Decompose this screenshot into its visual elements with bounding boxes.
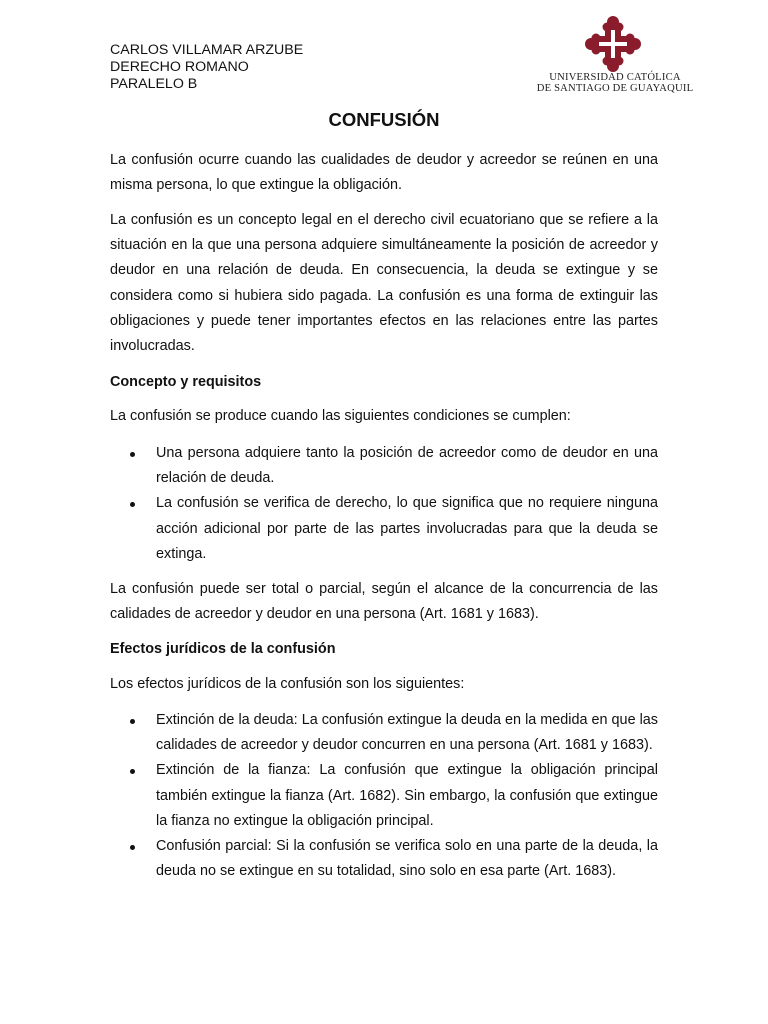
effects-list [110,708,658,884]
list-item-text: Confusión parcial: Si la confusión se verifica solo en una parte de la deuda, la deuda no se extingue en su totalidad, sino solo en esa parte (Art. 1683). [156,838,658,880]
heading-efectos: Efectos jurídicos de la confusión [110,641,336,657]
logo-text [526,72,704,94]
heading-concepto: Concepto y requisitos [110,374,262,390]
list-item [110,834,658,884]
list-item [110,758,658,834]
list-item [110,491,658,567]
paragraph-definition: La confusión es un concepto legal en el derecho civil ecuatoriano que se refiere a la situación en la que una persona adquiere simultáneamente la posición de acreedor y deudor en una relación de deuda. En consecuencia, la deuda se extingue y se considera como si hubiera sido pagada. La confusión es una forma de extinguir las obligaciones y puede tener importantes efectos en las relaciones entre las partes involucradas. [110,212,658,355]
section-name: PARALELO B [110,76,198,92]
bullet-icon [130,845,135,850]
list-item [110,441,658,491]
cross-emblem-icon [583,14,643,74]
paragraph-conditions-intro: La confusión se produce cuando las siguientes condiciones se cumplen: [110,408,571,424]
list-item-text: La confusión se verifica de derecho, lo que significa que no requiere ninguna acción adicional por parte de las partes involucradas para que la deuda se extinga. [156,495,658,562]
author-block [110,42,303,93]
bullet-icon [130,719,135,724]
list-item-text: Extinción de la fianza: La confusión que extingue la obligación principal también extingue la fianza (Art. 1682). Sin embargo, la confusión que extingue la fianza no extingue la obligación principal. [156,762,658,829]
paragraph-total-parcial: La confusión puede ser total o parcial, según el alcance de la concurrencia de las calidades de acreedor y deudor en una persona (Art. 1681 y 1683). [110,581,658,623]
requirements-list [110,441,658,567]
paragraph-intro: La confusión ocurre cuando las cualidades de deudor y acreedor se reúnen en una misma persona, lo que extingue la obligación. [110,152,658,194]
list-item-text: Extinción de la deuda: La confusión extingue la deuda en la medida en que las calidades de acreedor y deudor concurren en una persona (Art. 1681 y 1683). [156,712,658,754]
bullet-icon [130,452,135,457]
bullet-icon [130,502,135,507]
list-item [110,708,658,758]
logo-line-1: UNIVERSIDAD CATÓLICA [549,72,681,83]
university-logo [526,14,704,98]
logo-line-2: DE SANTIAGO DE GUAYAQUIL [536,83,694,94]
course-name: DERECHO ROMANO [110,59,249,75]
document-title: CONFUSIÓN [328,109,440,130]
author-name: CARLOS VILLAMAR ARZUBE [110,42,304,58]
paragraph-effects-intro: Los efectos jurídicos de la confusión son los siguientes: [110,676,465,692]
bullet-icon [130,769,135,774]
list-item-text: Una persona adquiere tanto la posición de acreedor como de deudor en una relación de deuda. [156,445,658,487]
